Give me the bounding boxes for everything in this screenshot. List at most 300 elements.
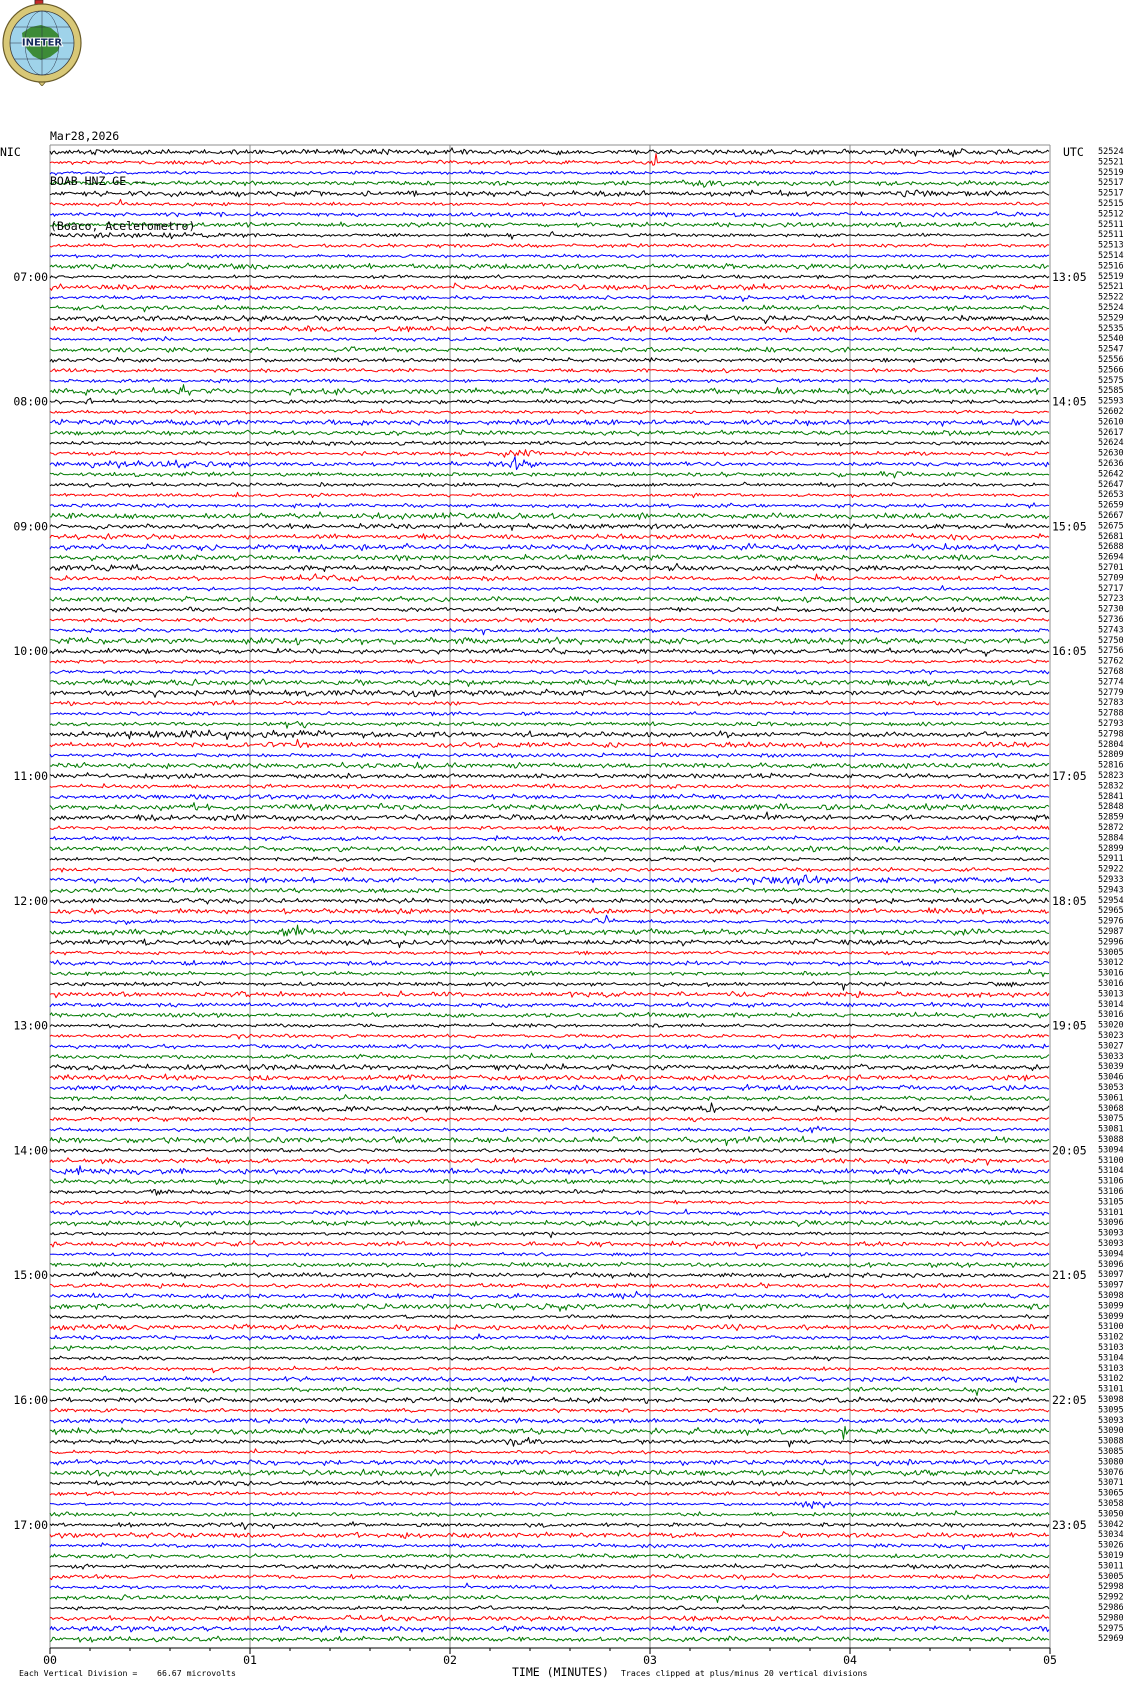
line-value-label: 52511 — [1098, 219, 1124, 230]
trace-line — [50, 409, 1049, 414]
trace-line — [50, 1418, 1049, 1424]
line-value-label: 52519 — [1098, 167, 1124, 178]
trace-line — [50, 523, 1049, 531]
trace-line — [50, 1522, 1049, 1530]
line-value-label: 53099 — [1098, 1311, 1124, 1322]
trace-line — [50, 1117, 1049, 1122]
line-value-label: 52933 — [1098, 875, 1124, 885]
line-value-label: 53094 — [1098, 1249, 1124, 1260]
line-value-label: 53016 — [1098, 979, 1124, 989]
trace-line — [50, 1324, 1049, 1331]
trace-line — [50, 982, 1049, 991]
line-value-label: 53103 — [1098, 1363, 1124, 1374]
line-value-label: 52788 — [1098, 708, 1124, 719]
line-value-label: 52922 — [1098, 864, 1124, 875]
trace-line — [50, 1044, 1049, 1049]
trace-line — [50, 180, 1049, 187]
line-value-label: 53014 — [1098, 999, 1124, 1010]
line-value-label: 52774 — [1098, 677, 1124, 688]
vertical-division-note: Each Vertical Division = 66.67 microvolts — [19, 1668, 236, 1678]
trace-line — [50, 232, 1049, 240]
line-value-label: 53068 — [1098, 1103, 1124, 1114]
trace-line — [50, 586, 1049, 591]
line-value-label: 52832 — [1098, 781, 1124, 792]
trace-line — [50, 244, 1049, 248]
line-value-label: 53093 — [1098, 1239, 1124, 1249]
trace-line — [50, 1532, 1049, 1539]
line-value-label: 52943 — [1098, 885, 1124, 896]
line-value-label: 52980 — [1098, 1613, 1124, 1624]
line-value-label: 52585 — [1098, 386, 1124, 397]
trace-line — [50, 534, 1049, 540]
trace-line — [50, 190, 1049, 197]
trace-line — [50, 1064, 1049, 1071]
line-value-label: 53013 — [1098, 989, 1124, 1000]
line-value-label: 53071 — [1098, 1478, 1124, 1489]
line-value-label: 52793 — [1098, 719, 1124, 729]
line-value-label: 52653 — [1098, 490, 1124, 501]
trace-line — [50, 784, 1049, 789]
line-value-label: 52884 — [1098, 833, 1124, 844]
trace-line — [50, 1480, 1049, 1486]
trace-line — [50, 1084, 1049, 1091]
trace-line — [50, 1262, 1049, 1267]
trace-line — [50, 867, 1049, 872]
utc-hour-label: 15:05 — [1052, 519, 1087, 534]
x-tick-label: 03 — [643, 1653, 657, 1667]
trace-line — [50, 148, 1049, 157]
line-value-label: 53096 — [1098, 1259, 1124, 1270]
trace-line — [50, 628, 1049, 634]
x-tick-label: 05 — [1043, 1653, 1057, 1667]
trace-line — [50, 1053, 1049, 1059]
trace-line — [50, 512, 1049, 520]
line-value-label: 53033 — [1098, 1051, 1124, 1062]
trace-line — [50, 1469, 1049, 1476]
trace-line — [50, 794, 1049, 800]
clipping-note: Traces clipped at plus/minus 20 vertical divisions — [621, 1668, 868, 1678]
trace-line — [50, 441, 1049, 446]
trace-line — [50, 471, 1049, 478]
line-value-label: 53023 — [1098, 1031, 1124, 1041]
line-value-label: 52756 — [1098, 646, 1124, 657]
trace-line — [50, 326, 1049, 333]
trace-line — [50, 419, 1049, 426]
line-value-label: 53058 — [1098, 1499, 1124, 1509]
line-value-label: 52859 — [1098, 812, 1124, 823]
trace-line — [50, 670, 1049, 675]
ineter-logo — [0, 0, 86, 86]
line-value-label: 53093 — [1098, 1415, 1124, 1426]
side-labels — [0, 145, 1124, 1644]
line-value-label: 52750 — [1098, 635, 1124, 646]
trace-line — [50, 1543, 1049, 1550]
trace-line — [50, 617, 1049, 622]
line-value-label: 52524 — [1098, 303, 1124, 313]
trace-line — [50, 637, 1049, 645]
trace-line — [50, 154, 1049, 166]
trace-line — [50, 377, 1049, 382]
trace-line — [50, 450, 1049, 458]
line-value-label: 52675 — [1098, 521, 1124, 532]
line-value-label: 53102 — [1098, 1374, 1124, 1385]
line-value-label: 52688 — [1098, 542, 1124, 553]
trace-line — [50, 1511, 1049, 1517]
trace-line — [50, 222, 1049, 228]
trace-line — [50, 199, 1049, 206]
line-value-label: 53103 — [1098, 1343, 1124, 1353]
line-value-label: 52535 — [1098, 323, 1124, 334]
utc-hour-label: 21:05 — [1052, 1268, 1087, 1283]
utc-hour-label: 19:05 — [1052, 1018, 1087, 1033]
trace-line — [50, 648, 1049, 657]
line-value-label: 53034 — [1098, 1530, 1124, 1541]
trace-line — [50, 908, 1049, 914]
trace-line — [50, 1426, 1049, 1439]
line-value-label: 52630 — [1098, 448, 1124, 459]
trace-line — [50, 1023, 1049, 1028]
line-value-label: 52841 — [1098, 791, 1124, 802]
trace-line — [50, 1615, 1049, 1622]
line-value-label: 53098 — [1098, 1395, 1124, 1405]
trace-line — [50, 385, 1049, 396]
line-value-label: 52779 — [1098, 687, 1124, 698]
line-value-label: 52987 — [1098, 927, 1124, 937]
trace-line — [50, 492, 1049, 497]
line-value-label: 53094 — [1098, 1145, 1124, 1156]
trace-line — [50, 898, 1049, 904]
utc-hour-label: 22:05 — [1052, 1393, 1087, 1407]
trace-line — [50, 1554, 1049, 1559]
line-value-label: 53075 — [1098, 1114, 1124, 1125]
line-value-label: 52521 — [1098, 157, 1124, 168]
line-value-label: 52519 — [1098, 271, 1124, 282]
trace-line — [50, 275, 1049, 279]
line-value-label: 52709 — [1098, 573, 1124, 584]
trace-line — [50, 803, 1049, 811]
trace-line — [50, 846, 1049, 852]
chart-header — [50, 99, 195, 249]
line-value-label: 52976 — [1098, 916, 1124, 927]
trace-line — [50, 1574, 1049, 1580]
line-value-label: 53106 — [1098, 1187, 1124, 1197]
trace-line — [50, 1315, 1049, 1319]
line-value-label: 53088 — [1098, 1436, 1124, 1447]
line-value-label: 53104 — [1098, 1166, 1124, 1177]
trace-line — [50, 554, 1049, 561]
line-value-label: 53098 — [1098, 1291, 1124, 1301]
line-value-label: 52566 — [1098, 365, 1124, 376]
trace-line — [50, 1303, 1049, 1311]
line-value-label: 53104 — [1098, 1353, 1124, 1364]
trace-line — [50, 700, 1049, 705]
nic-hour-label: 14:00 — [13, 1143, 48, 1158]
x-tick-label: 02 — [443, 1653, 457, 1667]
line-value-label: 52783 — [1098, 698, 1124, 709]
line-value-label: 52730 — [1098, 604, 1124, 615]
nic-hour-label: 12:00 — [13, 893, 48, 908]
trace-line — [50, 543, 1049, 552]
trace-line — [50, 430, 1049, 436]
trace-line — [50, 1492, 1049, 1496]
line-value-label: 53106 — [1098, 1176, 1124, 1187]
x-tick-label: 01 — [243, 1653, 257, 1667]
line-value-label: 52743 — [1098, 625, 1124, 636]
line-value-label: 52517 — [1098, 188, 1124, 199]
line-value-label: 53027 — [1098, 1041, 1124, 1052]
trace-line — [50, 457, 1049, 470]
trace-line — [50, 596, 1049, 602]
utc-hour-label: 23:05 — [1052, 1517, 1087, 1532]
trace-line — [50, 730, 1049, 740]
line-value-label: 52636 — [1098, 459, 1124, 469]
nic-hour-label: 08:00 — [13, 394, 48, 409]
nic-hour-label: 11:00 — [13, 769, 48, 783]
trace-line — [50, 826, 1049, 832]
line-value-label: 52514 — [1098, 251, 1124, 261]
line-value-label: 53095 — [1098, 1405, 1124, 1416]
trace-line — [50, 925, 1049, 936]
trace-line — [50, 1408, 1049, 1412]
line-value-label: 53097 — [1098, 1270, 1124, 1281]
line-value-label: 53080 — [1098, 1457, 1124, 1468]
line-value-label: 53101 — [1098, 1207, 1124, 1218]
line-value-label: 52736 — [1098, 615, 1124, 625]
line-value-label: 53016 — [1098, 1010, 1124, 1021]
line-value-label: 53065 — [1098, 1488, 1124, 1499]
trace-line — [50, 721, 1049, 728]
trace-line — [50, 212, 1049, 217]
trace-line — [50, 1148, 1049, 1152]
trace-line — [50, 1583, 1049, 1589]
line-value-label: 52642 — [1098, 469, 1124, 480]
trace-line — [50, 607, 1049, 613]
trace-line — [50, 170, 1049, 175]
trace-line — [50, 482, 1049, 487]
line-value-label: 52667 — [1098, 511, 1124, 521]
trace-line — [50, 1346, 1049, 1351]
trace-line — [50, 1190, 1049, 1196]
location-label: (Boaco, Acelerometro) — [50, 219, 196, 233]
local-time-axis-label: NIC — [0, 145, 21, 159]
trace-line — [50, 753, 1049, 758]
line-value-label: 53053 — [1098, 1083, 1124, 1093]
station-label: BOAB HNZ GE -- — [50, 174, 147, 188]
trace-line — [50, 315, 1049, 324]
trace-line — [50, 1232, 1049, 1238]
line-value-label: 53016 — [1098, 968, 1124, 979]
line-value-label: 53093 — [1098, 1228, 1124, 1239]
trace-line — [50, 1126, 1049, 1133]
line-value-label: 52975 — [1098, 1623, 1124, 1634]
line-value-label: 52575 — [1098, 375, 1124, 386]
line-value-label: 52517 — [1098, 178, 1124, 189]
line-value-label: 52515 — [1098, 199, 1124, 209]
line-value-label: 53088 — [1098, 1135, 1124, 1145]
trace-line — [50, 875, 1049, 885]
trace-line — [50, 1252, 1049, 1256]
trace-line — [50, 1564, 1049, 1569]
line-value-label: 52809 — [1098, 750, 1124, 761]
trace-line — [50, 836, 1049, 843]
utc-hour-label: 16:05 — [1052, 644, 1087, 659]
trace-line — [50, 969, 1049, 976]
line-value-label: 53019 — [1098, 1551, 1124, 1561]
line-value-label: 52659 — [1098, 500, 1124, 511]
nic-hour-label: 17:00 — [13, 1517, 48, 1532]
logo-text: INETER — [21, 37, 63, 49]
trace-line — [50, 951, 1049, 955]
line-value-label: 52647 — [1098, 479, 1124, 490]
line-value-label: 53097 — [1098, 1280, 1124, 1291]
line-value-label: 53046 — [1098, 1072, 1124, 1083]
line-value-label: 52762 — [1098, 656, 1124, 667]
trace-line — [50, 1209, 1049, 1215]
date-label: Mar28,2026 — [50, 129, 120, 143]
trace-line — [50, 1136, 1049, 1145]
trace-line — [50, 1334, 1049, 1340]
utc-hour-label: 13:05 — [1052, 269, 1087, 284]
line-value-label: 53100 — [1098, 1322, 1124, 1333]
line-value-label: 52872 — [1098, 823, 1124, 833]
trace-line — [50, 1095, 1049, 1101]
line-value-label: 53061 — [1098, 1093, 1124, 1104]
line-value-label: 53105 — [1098, 1197, 1124, 1208]
trace-line — [50, 1002, 1049, 1008]
line-value-label: 52602 — [1098, 407, 1124, 417]
line-value-label: 52593 — [1098, 396, 1124, 407]
line-value-label: 52617 — [1098, 427, 1124, 438]
line-value-label: 52512 — [1098, 209, 1124, 220]
trace-line — [50, 1241, 1049, 1249]
trace-line — [50, 574, 1049, 582]
trace-line — [50, 337, 1049, 342]
trace-line — [50, 1283, 1049, 1289]
utc-hour-label: 17:05 — [1052, 769, 1087, 783]
utc-axis-label: UTC — [1063, 145, 1084, 159]
line-value-label: 52992 — [1098, 1592, 1124, 1603]
trace-line — [50, 283, 1049, 291]
trace-line — [50, 679, 1049, 687]
nic-hour-label: 15:00 — [13, 1268, 48, 1283]
line-value-label: 52823 — [1098, 771, 1124, 781]
line-value-label: 52848 — [1098, 802, 1124, 813]
utc-hour-label: 18:05 — [1052, 893, 1087, 908]
line-value-label: 52610 — [1098, 417, 1124, 428]
x-tick-label: 00 — [43, 1653, 57, 1667]
trace-line — [50, 1179, 1049, 1185]
trace-line — [50, 1376, 1049, 1382]
line-value-label: 52911 — [1098, 854, 1124, 865]
trace-line — [50, 711, 1049, 715]
line-value-label: 52899 — [1098, 843, 1124, 854]
trace-line — [50, 1626, 1049, 1633]
line-value-label: 53012 — [1098, 958, 1124, 969]
line-value-label: 53101 — [1098, 1384, 1124, 1395]
line-value-label: 52986 — [1098, 1603, 1124, 1613]
seismic-traces — [50, 148, 1049, 1642]
trace-line — [50, 939, 1049, 948]
line-value-label: 53085 — [1098, 1447, 1124, 1457]
line-value-label: 52521 — [1098, 282, 1124, 293]
line-value-label: 52798 — [1098, 729, 1124, 740]
line-value-label: 52965 — [1098, 906, 1124, 917]
utc-hour-label: 20:05 — [1052, 1143, 1087, 1158]
trace-line — [50, 263, 1049, 270]
line-value-label: 52998 — [1098, 1582, 1124, 1593]
trace-line — [50, 660, 1049, 664]
trace-line — [50, 1074, 1049, 1081]
line-value-label: 52522 — [1098, 292, 1124, 303]
trace-line — [50, 1387, 1049, 1396]
line-value-label: 53081 — [1098, 1124, 1124, 1135]
nic-hour-label: 13:00 — [13, 1018, 48, 1033]
line-value-label: 52511 — [1098, 230, 1124, 241]
line-value-label: 53026 — [1098, 1540, 1124, 1551]
trace-line — [50, 1103, 1049, 1113]
line-value-label: 53011 — [1098, 1561, 1124, 1572]
nic-hour-label: 09:00 — [13, 519, 48, 534]
trace-line — [50, 773, 1049, 779]
trace-line — [50, 1272, 1049, 1279]
line-value-label: 52524 — [1098, 147, 1124, 157]
trace-line — [50, 1502, 1049, 1509]
line-value-label: 53076 — [1098, 1467, 1124, 1478]
x-tick-label: 04 — [843, 1653, 857, 1667]
line-value-label: 52701 — [1098, 563, 1124, 573]
trace-line — [50, 857, 1049, 862]
line-value-label: 52529 — [1098, 313, 1124, 324]
line-value-label: 52969 — [1098, 1634, 1124, 1645]
trace-line — [50, 347, 1049, 353]
trace-line — [50, 254, 1049, 258]
trace-line — [50, 1449, 1049, 1454]
line-value-label: 52954 — [1098, 895, 1124, 906]
line-value-label: 53005 — [1098, 947, 1124, 958]
trace-line — [50, 1291, 1049, 1299]
trace-line — [50, 1356, 1049, 1361]
line-value-label: 53020 — [1098, 1020, 1124, 1031]
line-value-label: 52723 — [1098, 594, 1124, 605]
line-value-label: 53042 — [1098, 1519, 1124, 1530]
trace-line — [50, 1397, 1049, 1404]
line-value-label: 52768 — [1098, 667, 1124, 677]
trace-line — [50, 812, 1049, 821]
trace-line — [50, 1437, 1049, 1447]
line-value-label: 52804 — [1098, 739, 1124, 750]
trace-line — [50, 888, 1049, 893]
line-value-label: 52513 — [1098, 240, 1124, 251]
trace-line — [50, 1366, 1049, 1373]
trace-line — [50, 1200, 1049, 1204]
trace-line — [50, 960, 1049, 966]
line-value-label: 53050 — [1098, 1509, 1124, 1520]
trace-line — [50, 358, 1049, 363]
line-value-label: 52996 — [1098, 937, 1124, 948]
line-value-label: 52556 — [1098, 355, 1124, 365]
trace-line — [50, 1636, 1049, 1642]
x-axis-title: TIME (MINUTES) — [512, 1665, 609, 1679]
line-value-label: 52624 — [1098, 438, 1124, 449]
trace-line — [50, 295, 1049, 301]
line-value-label: 53005 — [1098, 1571, 1124, 1582]
trace-line — [50, 503, 1049, 508]
line-value-label: 52540 — [1098, 334, 1124, 345]
trace-line — [50, 1459, 1049, 1465]
line-value-label: 53100 — [1098, 1155, 1124, 1166]
line-value-label: 52681 — [1098, 531, 1124, 542]
trace-line — [50, 398, 1049, 404]
